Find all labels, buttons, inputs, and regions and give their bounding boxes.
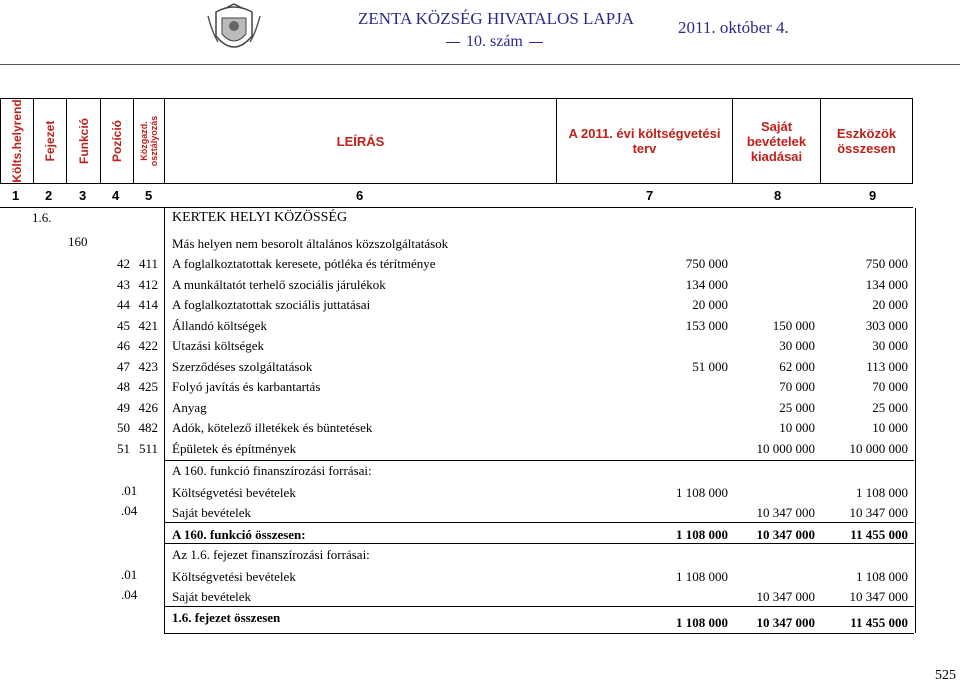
row-econ-code: 482 xyxy=(138,420,158,435)
chapter-total-own: 10 347 000 xyxy=(756,615,815,630)
header-cell-pozicio: Pozíció xyxy=(101,99,134,183)
function-total-plan: 1 108 000 xyxy=(676,527,728,542)
divider xyxy=(164,633,914,634)
function-total-own: 10 347 000 xyxy=(756,527,815,542)
row-econ-code: 411 xyxy=(138,256,158,271)
row-total-amount: 134 000 xyxy=(865,276,908,292)
row-total-amount: 303 000 xyxy=(865,317,908,333)
function-total-label: A 160. funkció összesen: xyxy=(172,527,306,542)
chapter-title: KERTEK HELYI KÖZÖSSÉG xyxy=(172,210,348,225)
row-plan-amount: 51 000 xyxy=(692,358,728,374)
header-cell-terv: A 2011. évi költségvetési terv xyxy=(557,99,733,183)
row-description: A munkáltatót terhelő szociális járulékok xyxy=(172,276,386,292)
function-title: Más helyen nem besorolt általános közszolgáltatások xyxy=(172,236,449,251)
divider xyxy=(164,522,914,523)
row-total-amount: 750 000 xyxy=(865,256,908,271)
col-number: 3 xyxy=(79,188,87,203)
row-description: Adók, kötelező illetékek és büntetések xyxy=(172,420,373,435)
row-own-amount: 30 000 xyxy=(779,338,815,353)
chapter-code: 1.6. xyxy=(32,210,52,225)
row-own-amount: 10 000 xyxy=(779,420,815,435)
source-code: .01 xyxy=(121,483,138,498)
row-plan-amount: 153 000 xyxy=(685,317,728,333)
publication-title: ZENTA KÖZSÉG HIVATALOS LAPJA xyxy=(358,9,635,28)
row-position: 46 xyxy=(117,338,130,353)
chapter-total-label: 1.6. fejezet összesen xyxy=(172,610,281,625)
func-funding-heading: A 160. funkció finanszírozási forrásai: xyxy=(172,463,372,478)
source-code: .01 xyxy=(121,567,138,582)
table-header xyxy=(0,98,913,184)
row-total-amount: 30 000 xyxy=(872,338,908,353)
row-own-amount: 10 000 000 xyxy=(756,440,815,456)
page-number: 525 xyxy=(935,668,956,683)
source-desc: Költségvetési bevételek xyxy=(172,569,296,584)
row-plan-amount: 20 000 xyxy=(692,297,728,312)
issue-number: 10. szám xyxy=(440,33,549,51)
row-position: 49 xyxy=(117,399,130,415)
source-plan: 1 108 000 xyxy=(676,485,728,500)
source-total: 1 108 000 xyxy=(856,569,908,584)
header-cell-kolts: Költs.helyrend xyxy=(1,99,34,183)
header-cell-sajat: Saját bevételek kiadásai xyxy=(733,99,821,183)
chapter-total-sum: 11 455 000 xyxy=(850,615,908,630)
source-total: 10 347 000 xyxy=(849,589,908,604)
row-econ-code: 414 xyxy=(138,297,158,312)
row-description: Folyó javítás és karbantartás xyxy=(172,379,321,394)
source-plan: 1 108 000 xyxy=(676,569,728,584)
row-own-amount: 70 000 xyxy=(779,379,815,394)
row-total-amount: 10 000 000 xyxy=(849,440,908,456)
row-econ-code: 426 xyxy=(138,399,158,415)
source-code: .04 xyxy=(121,503,138,518)
row-total-amount: 70 000 xyxy=(872,379,908,394)
row-total-amount: 113 000 xyxy=(866,358,908,374)
row-position: 43 xyxy=(117,276,130,292)
row-position: 50 xyxy=(117,420,130,435)
row-total-amount: 25 000 xyxy=(872,399,908,415)
col-number: 4 xyxy=(112,188,120,203)
row-plan-amount: 750 000 xyxy=(685,256,728,271)
header-divider xyxy=(0,64,960,65)
row-description: Szerződéses szolgáltatások xyxy=(172,358,313,374)
coat-of-arms-icon xyxy=(204,2,264,60)
source-own: 10 347 000 xyxy=(756,589,815,604)
row-econ-code: 425 xyxy=(138,379,158,394)
source-own: 10 347 000 xyxy=(756,505,815,520)
divider xyxy=(164,460,914,461)
col-number: 8 xyxy=(774,188,782,203)
row-position: 48 xyxy=(117,379,130,394)
row-total-amount: 20 000 xyxy=(872,297,908,312)
function-total-sum: 11 455 000 xyxy=(850,527,908,542)
chapter-funding-heading: Az 1.6. fejezet finanszírozási forrásai: xyxy=(172,547,370,562)
row-position: 44 xyxy=(117,297,130,312)
row-description: Anyag xyxy=(172,399,207,415)
row-position: 45 xyxy=(117,317,130,333)
header-cell-funkcio: Funkció xyxy=(67,99,101,183)
source-desc: Költségvetési bevételek xyxy=(172,485,296,500)
divider xyxy=(164,606,914,607)
header-cell-fejezet: Fejezet xyxy=(34,99,67,183)
row-own-amount: 62 000 xyxy=(779,358,815,374)
row-position: 51 xyxy=(117,440,130,456)
col-number: 5 xyxy=(145,188,153,203)
source-total: 1 108 000 xyxy=(856,485,908,500)
col-number: 2 xyxy=(45,188,53,203)
source-desc: Saját bevételek xyxy=(172,589,252,604)
col-number: 9 xyxy=(869,188,877,203)
source-total: 10 347 000 xyxy=(849,505,908,520)
row-description: Utazási költségek xyxy=(172,338,265,353)
row-econ-code: 423 xyxy=(138,358,158,374)
divider xyxy=(164,543,914,544)
row-position: 47 xyxy=(117,358,130,374)
row-description: Állandó költségek xyxy=(172,317,267,333)
row-econ-code: 422 xyxy=(138,338,158,353)
function-code: 160 xyxy=(68,234,88,249)
source-code: .04 xyxy=(121,587,138,602)
header-cell-kozgazd: Közgazd. osztályozás xyxy=(134,99,165,183)
col-number: 7 xyxy=(646,188,654,203)
chapter-total-plan: 1 108 000 xyxy=(676,615,728,630)
row-description: Épületek és építmények xyxy=(172,440,297,456)
row-position: 42 xyxy=(117,256,130,271)
row-own-amount: 25 000 xyxy=(779,399,815,415)
row-own-amount: 150 000 xyxy=(772,317,815,333)
row-description: A foglalkoztatottak keresete, pótléka és térítménye xyxy=(172,256,436,271)
col-number: 6 xyxy=(356,188,364,203)
issue-date: 2011. október 4. xyxy=(678,18,789,37)
row-econ-code: 511 xyxy=(138,440,158,456)
row-total-amount: 10 000 xyxy=(872,420,908,435)
col-number: 1 xyxy=(12,188,20,203)
row-description: A foglalkoztatottak szociális juttatásai xyxy=(172,297,371,312)
row-econ-code: 412 xyxy=(138,276,158,292)
header-cell-leiras: LEÍRÁS xyxy=(165,99,557,183)
header-cell-eszk: Eszközök összesen xyxy=(836,126,897,156)
source-desc: Saját bevételek xyxy=(172,505,252,520)
row-econ-code: 421 xyxy=(138,317,158,333)
column-number-row xyxy=(0,184,913,208)
row-plan-amount: 134 000 xyxy=(685,276,728,292)
